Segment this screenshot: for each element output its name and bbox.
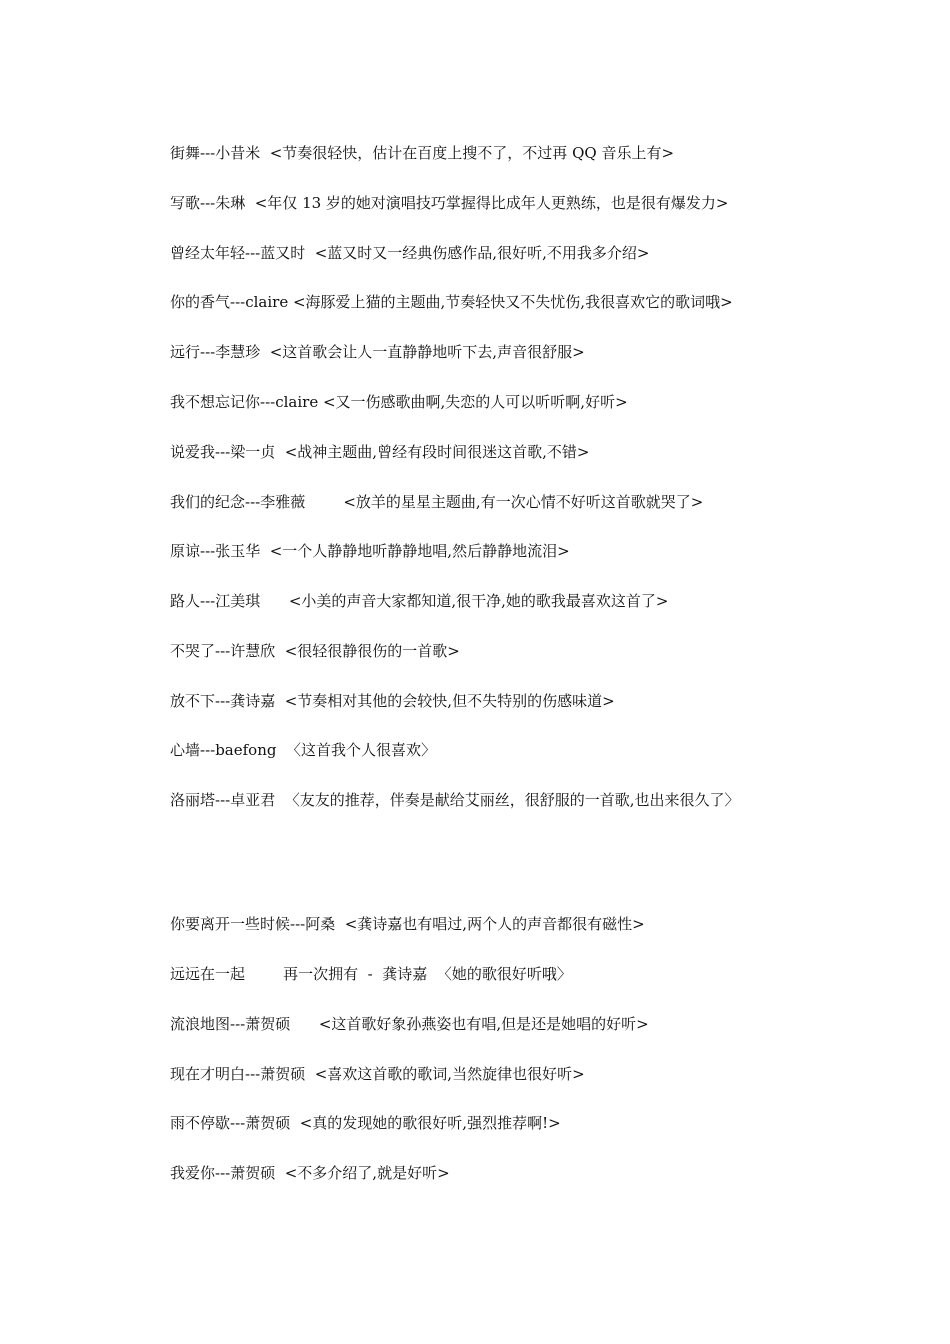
- song-entry-16: 远远在一起 再一次拥有 - 龚诗嘉 〈她的歌很好听哦〉: [170, 965, 572, 983]
- song-entry-4: 你的香气---claire <海豚爱上猫的主题曲,节奏轻快又不失忧伤,我很喜欢它的歌词哦>: [170, 293, 733, 311]
- song-entry-5: 远行---李慧珍 <这首歌会让人一直静静地听下去,声音很舒服>: [170, 343, 585, 361]
- song-entry-13: 心墙---baefong 〈这首我个人很喜欢〉: [170, 741, 437, 759]
- song-entry-3: 曾经太年轻---蓝又时 <蓝又时又一经典伤感作品,很好听,不用我多介绍>: [170, 244, 650, 262]
- song-entry-2: 写歌---朱琳 <年仅 13 岁的她对演唱技巧掌握得比成年人更熟练，也是很有爆发力>: [170, 194, 729, 212]
- song-entry-17: 流浪地图---萧贺硕 <这首歌好象孙燕姿也有唱,但是还是她唱的好听>: [170, 1015, 649, 1033]
- song-entry-14: 洛丽塔---卓亚君 〈友友的推荐，伴奏是献给艾丽丝，很舒服的一首歌,也出来很久了〉: [170, 791, 740, 809]
- song-entry-19: 雨不停歇---萧贺硕 <真的发现她的歌很好听,强烈推荐啊!>: [170, 1114, 561, 1132]
- song-entry-9: 原谅---张玉华 <一个人静静地听静静地唱,然后静静地流泪>: [170, 542, 570, 560]
- song-entry-7: 说爱我---梁一贞 <战神主题曲,曾经有段时间很迷这首歌,不错>: [170, 443, 590, 461]
- song-entry-11: 不哭了---许慧欣 <很轻很静很伤的一首歌>: [170, 642, 460, 660]
- song-entry-18: 现在才明白---萧贺硕 <喜欢这首歌的歌词,当然旋律也很好听>: [170, 1065, 585, 1083]
- song-entry-10: 路人---江美琪 <小美的声音大家都知道,很干净,她的歌我最喜欢这首了>: [170, 592, 669, 610]
- song-entry-8: 我们的纪念---李雅薇 <放羊的星星主题曲,有一次心情不好听这首歌就哭了>: [170, 493, 704, 511]
- song-entry-1: 街舞---小昔米 <节奏很轻快，估计在百度上搜不了，不过再 QQ 音乐上有>: [170, 144, 675, 162]
- song-entry-6: 我不想忘记你---claire <又一伤感歌曲啊,失恋的人可以听听啊,好听>: [170, 393, 628, 411]
- song-entry-12: 放不下---龚诗嘉 <节奏相对其他的会较快,但不失特别的伤感味道>: [170, 692, 615, 710]
- song-entry-20: 我爱你---萧贺硕 <不多介绍了,就是好听>: [170, 1164, 450, 1182]
- song-entry-15: 你要离开一些时候---阿桑 <龚诗嘉也有唱过,两个人的声音都很有磁性>: [170, 915, 645, 933]
